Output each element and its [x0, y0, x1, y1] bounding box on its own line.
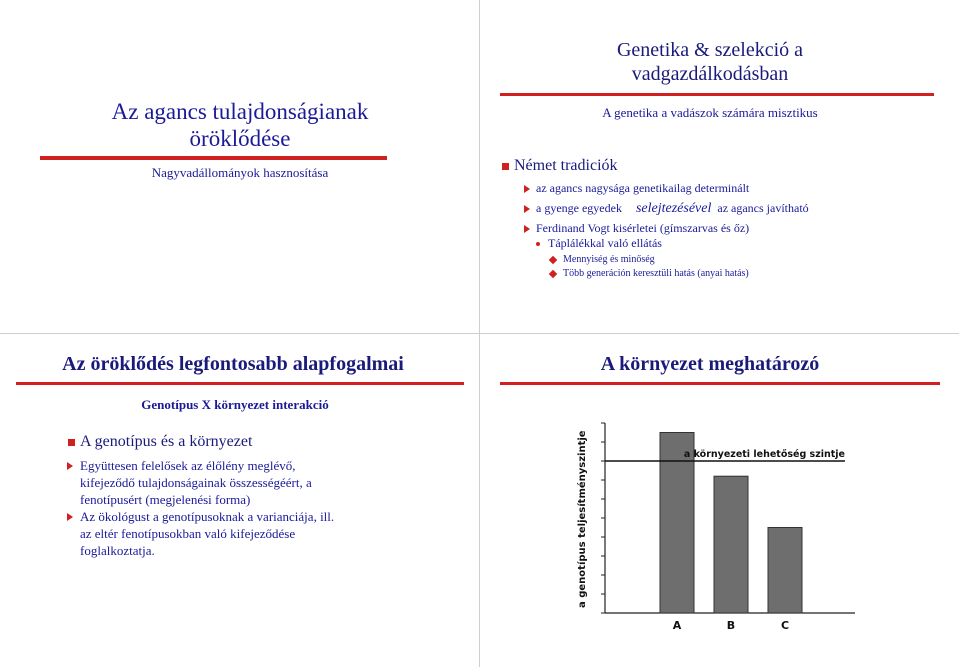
title-underline — [40, 156, 387, 160]
triangle-bullet-icon — [524, 205, 530, 213]
heading-text: Német tradiciók — [514, 157, 618, 174]
bullet-1 — [524, 181, 749, 196]
slide-2-subtitle: A genetika a vadászok számára misztikus — [602, 105, 818, 120]
slide-2 — [480, 0, 959, 333]
sub-sub-bullet-1 — [550, 254, 655, 265]
title-underline — [500, 93, 934, 96]
slide-1 — [0, 0, 479, 333]
heading-bullet — [502, 157, 618, 175]
diamond-bullet-icon — [549, 269, 557, 277]
paragraph-1 — [80, 457, 410, 508]
dot-bullet-icon — [536, 242, 540, 246]
title-line-1: Genetika & szelekció a — [616, 39, 804, 61]
slide-4 — [480, 334, 959, 667]
title-underline — [500, 382, 940, 385]
slide-1-title — [45, 98, 435, 152]
bullet-text: a gyenge egyedek — [536, 201, 622, 215]
slide-3-title: Az öröklődés legfontosabb alapfogalmai — [62, 353, 404, 375]
title-line-2: vadgazdálkodásban — [631, 63, 789, 85]
para-line: az eltér fenotípusokban való kifejeződése — [80, 526, 296, 541]
bullet-2 — [524, 201, 809, 217]
slide-3-subtitle: Genotípus X környezet interakció — [141, 397, 329, 412]
sub-bullet-text: Táplálékkal való ellátás — [548, 236, 662, 250]
reference-line-label: a környezeti lehetőség szintje — [683, 449, 845, 460]
slide-1-subtitle: Nagyvadállományok hasznosítása — [151, 165, 329, 180]
heading-bullet — [68, 433, 252, 451]
para-line: Együttesen felelősek az élőlény meglévő, — [80, 458, 296, 473]
sub-bullet — [536, 236, 662, 251]
sub-sub-text: Több generáción keresztüli hatás (anyai hatás) — [563, 268, 749, 279]
square-bullet-icon — [68, 439, 75, 446]
bullet-italic-text: selejtezésével — [635, 201, 712, 216]
title-underline — [16, 382, 464, 385]
slide-2-title — [520, 38, 900, 86]
bullet-rest-text: az agancs javítható — [717, 201, 809, 215]
bullet-3 — [524, 221, 749, 236]
bar — [768, 528, 802, 614]
triangle-bullet-icon — [524, 185, 530, 193]
para-line: Az ökológust a genotípusoknak a varianciája, ill. — [80, 509, 335, 524]
heading-text: A genotípus és a környezet — [80, 433, 253, 450]
square-bullet-icon — [502, 163, 509, 170]
x-tick-label: A — [672, 619, 682, 632]
para-line: fenotípusért (megjelenési forma) — [80, 492, 251, 507]
para-line: foglalkoztatja. — [80, 543, 155, 558]
y-axis-label: a genotípus teljesítményszintje — [577, 430, 588, 608]
bullet-text: Ferdinand Vogt kisérletei (gímszarvas és őz) — [536, 221, 750, 235]
triangle-bullet-icon — [67, 462, 73, 470]
triangle-bullet-icon — [67, 513, 73, 521]
x-tick-label: B — [726, 619, 736, 632]
triangle-bullet-icon — [524, 225, 530, 233]
title-line-2: öröklődése — [189, 126, 291, 151]
para-line: kifejeződő tulajdonságainak összességéért, a — [80, 475, 312, 490]
bar — [714, 476, 748, 613]
slide-4-title: A környezet meghatározó — [600, 353, 820, 375]
bar-chart — [575, 418, 865, 643]
sub-sub-bullet-2 — [550, 268, 749, 279]
paragraph-2 — [80, 508, 410, 559]
title-line-1: Az agancs tulajdonságianak — [111, 99, 369, 124]
slide-3 — [0, 334, 479, 667]
sub-sub-text: Mennyiség és minőség — [563, 254, 655, 265]
x-tick-label: C — [780, 619, 790, 632]
diamond-bullet-icon — [549, 255, 557, 263]
bullet-text: az agancs nagysága genetikailag determinált — [536, 181, 750, 195]
